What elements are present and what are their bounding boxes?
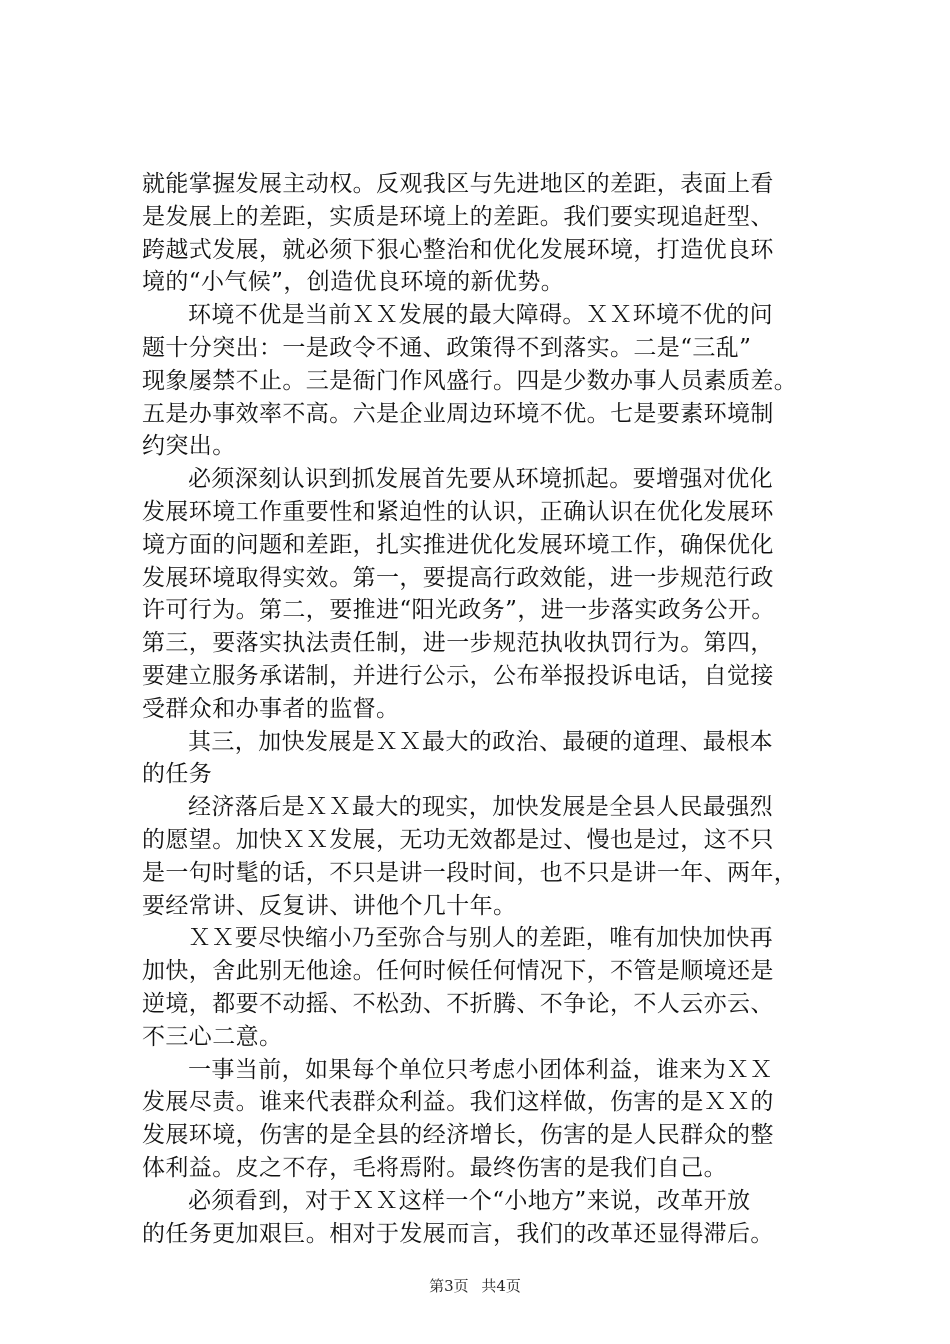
page-total: 共4页: [481, 1277, 521, 1295]
text-line: 必须深刻认识到抓发展首先要从环境抓起。要增强对优化: [188, 466, 773, 493]
text-line: 必须看到，对于ＸＸ这样一个“小地方”来说，改革开放: [188, 1187, 751, 1214]
text-line: 要建立服务承诺制，并进行公示，公布举报投诉电话，自觉接: [142, 662, 774, 689]
text-line: 题十分突出：一是政令不通、政策得不到落实。二是“三乱”: [142, 334, 752, 361]
text-line: 发展环境，伤害的是全县的经济增长，伤害的是人民群众的整: [142, 1122, 774, 1149]
text-line: 发展环境工作重要性和紧迫性的认识，正确认识在优化发展环: [142, 498, 774, 525]
text-line: 的愿望。加快ＸＸ发展，无功无效都是过、慢也是过，这不只: [142, 826, 774, 853]
text-line: 就能掌握发展主动权。反观我区与先进地区的差距，表面上看: [142, 171, 774, 197]
text-line: 现象屡禁不止。三是衙门作风盛行。四是少数办事人员素质差。: [142, 367, 798, 394]
text-line: 不三心二意。: [142, 1023, 283, 1050]
text-line: 约突出。: [142, 433, 236, 460]
text-line: 境方面的问题和差距，扎实推进优化发展环境工作，确保优化: [142, 531, 774, 558]
text-line: 发展尽责。谁来代表群众利益。我们这样做，伤害的是ＸＸ的: [142, 1089, 774, 1116]
text-line: 体利益。皮之不存，毛将焉附。最终伤害的是我们自己。: [142, 1154, 727, 1181]
text-line: 境的“小气候”，创造优良环境的新优势。: [142, 269, 565, 296]
text-line: 其三，加快发展是ＸＸ最大的政治、最硬的道理、最根本: [188, 728, 773, 755]
text-line: 许可行为。第二，要推进“阳光政务”，进一步落实政务公开。: [142, 597, 775, 624]
text-line: 一事当前，如果每个单位只考虑小团体利益，谁来为ＸＸ: [188, 1056, 773, 1083]
text-line: 受群众和办事者的监督。: [142, 695, 400, 722]
text-line: 发展环境取得实效。第一，要提高行政效能，进一步规范行政: [142, 564, 774, 591]
text-line: 要经常讲、反复讲、讲他个几十年。: [142, 892, 517, 919]
text-line: 经济落后是ＸＸ最大的现实，加快发展是全县人民最强烈: [188, 794, 773, 821]
text-line: 是一句时髦的话，不只是讲一段时间，也不只是讲一年、两年，: [142, 859, 798, 886]
text-line: 的任务: [142, 761, 213, 788]
text-line: 加快，舍此别无他途。任何时候任何情况下，不管是顺境还是: [142, 958, 774, 985]
document-body: [142, 168, 832, 1250]
text-line: 五是办事效率不高。六是企业周边环境不优。七是要素环境制: [142, 400, 774, 427]
page-footer: [0, 1276, 950, 1296]
page-number: 第3页: [429, 1277, 469, 1295]
text-line: 跨越式发展，就必须下狠心整治和优化发展环境，打造优良环: [142, 236, 774, 263]
text-line: 环境不优是当前ＸＸ发展的最大障碍。ＸＸ环境不优的问: [188, 302, 773, 329]
text-line: 是发展上的差距，实质是环境上的差距。我们要实现追赶型、: [142, 203, 774, 230]
text-line: ＸＸ要尽快缩小乃至弥合与别人的差距，唯有加快加快再: [188, 925, 773, 952]
text-line: 第三，要落实执法责任制，进一步规范执收执罚行为。第四，: [142, 630, 774, 657]
text-line: 逆境，都要不动摇、不松劲、不折腾、不争论，不人云亦云、: [142, 990, 774, 1017]
text-line: 的任务更加艰巨。相对于发展而言，我们的改革还显得滞后。: [142, 1220, 774, 1247]
